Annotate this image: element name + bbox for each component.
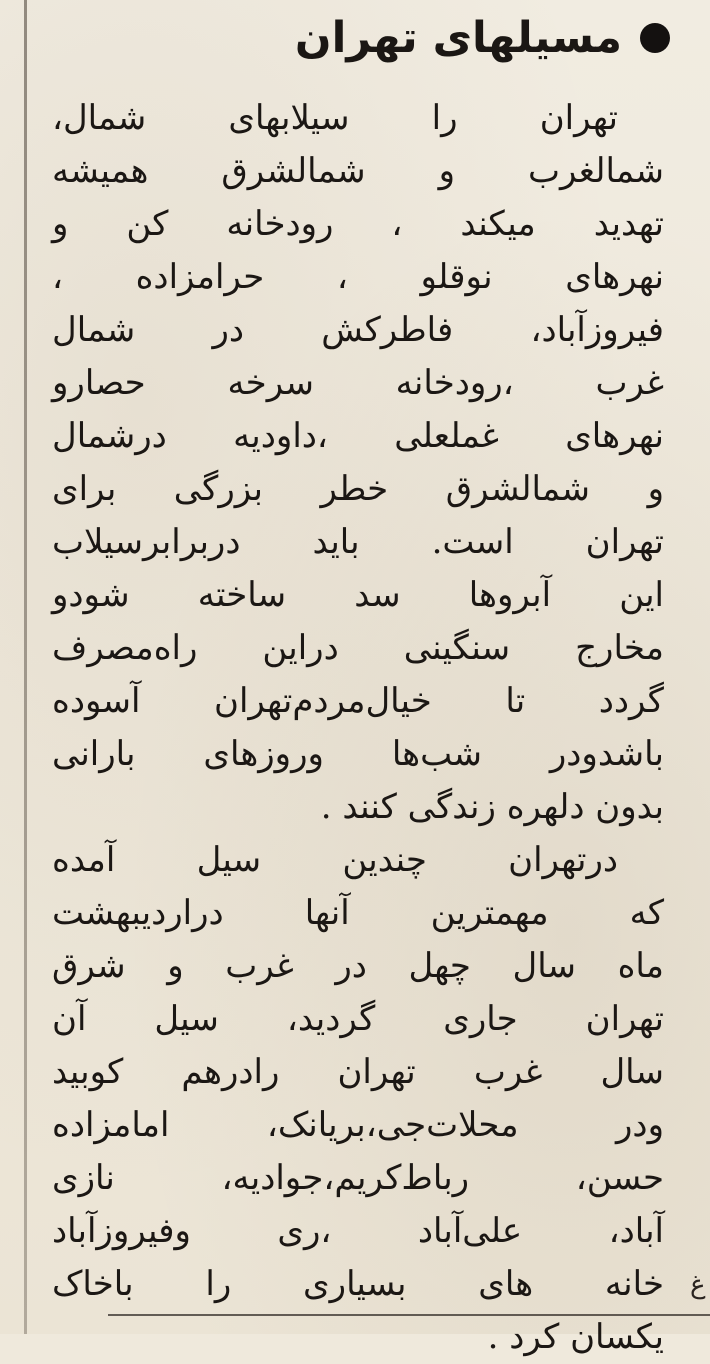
body-line: ودر محلات‌جی،بریانک، امامزاده xyxy=(52,1105,664,1145)
headline xyxy=(230,6,670,70)
body-line: این آبروها سد ساخته شودو xyxy=(52,575,664,615)
article-body xyxy=(52,92,664,1357)
body-line: تهران را سیلابهای شمال، xyxy=(52,98,618,138)
body-line: آباد، علی‌آباد ،ری وفیروزآباد xyxy=(52,1211,664,1251)
body-line: سال غرب تهران رادرهم کوبید xyxy=(52,1052,664,1092)
body-line: درتهران چندین سیل آمده xyxy=(52,840,618,880)
body-line: و شمالشرق خطر بزرگی برای xyxy=(52,469,664,509)
body-line: که مهمترین آنها دراردیبهشت xyxy=(52,893,664,933)
body-line: بدون دلهره زندگی کنند . xyxy=(320,787,664,827)
body-line: تهران جاری گردید، سیل آن xyxy=(52,999,664,1039)
body-line: باشدودر شب‌ها وروزهای بارانی xyxy=(52,734,664,774)
body-line: خانه های بسیاری را باخاک xyxy=(52,1264,664,1304)
body-line: مخارج سنگینی دراین راه‌مصرف xyxy=(52,628,664,668)
body-line: نهرهای نوقلو ، حرامزاده ، xyxy=(52,257,664,297)
body-line: یکسان کرد . xyxy=(487,1317,664,1357)
margin-fragment: غ xyxy=(690,1270,706,1300)
body-line: شمالغرب و شمالشرق همیشه xyxy=(52,151,664,191)
article-title: مسیلهای تهران xyxy=(294,12,622,63)
body-line: ماه سال چهل در غرب و شرق xyxy=(52,946,664,986)
body-line: حسن، رباط‌کریم،جوادیه، نازی xyxy=(52,1158,664,1198)
bullet-icon xyxy=(640,23,670,53)
body-line: غرب ،رودخانه سرخه حصارو xyxy=(52,363,664,403)
column-divider xyxy=(24,0,27,1334)
body-line: نهرهای غملعلی ،داودیه درشمال xyxy=(52,416,664,456)
bottom-divider xyxy=(108,1314,710,1316)
body-line: گردد تا خیال‌مردم‌تهران آسوده xyxy=(52,681,664,721)
body-line: تهدید میکند ، رودخانه کن و xyxy=(52,204,664,244)
body-line: تهران است. باید دربرابرسیلاب xyxy=(52,522,664,562)
body-line: فیروزآباد، فاطرکش در شمال xyxy=(52,310,664,350)
